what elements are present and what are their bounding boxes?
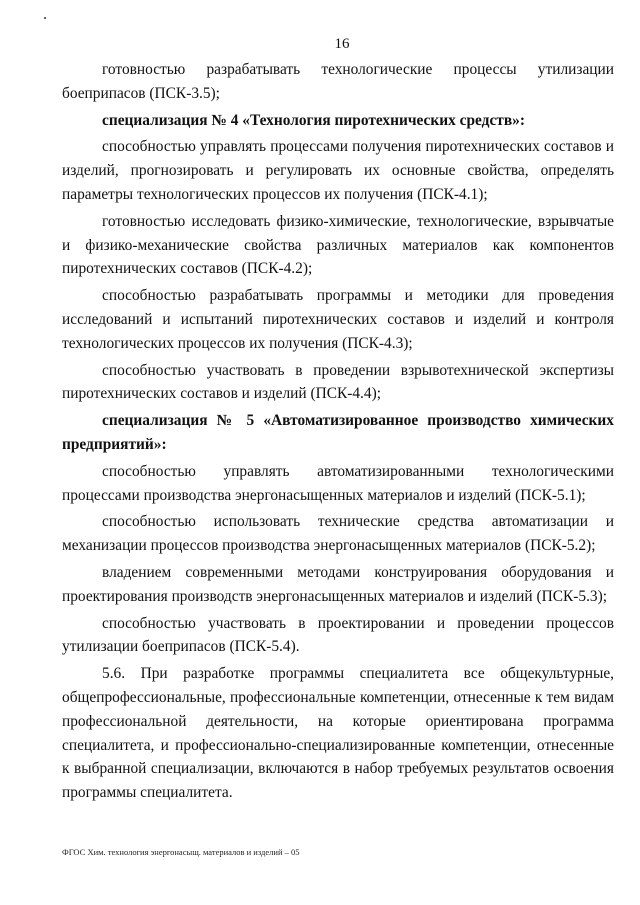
scan-speck bbox=[44, 17, 46, 19]
paragraph-psk-5-1: способностью управлять автоматизированными технологическими процессами производства энергонасыщенных материалов и изделий (ПСК-5.1); bbox=[62, 462, 614, 504]
page-number: 16 bbox=[334, 36, 350, 52]
paragraph-psk-3-5: готовностью разрабатывать технологические процессы утилизации боеприпасов (ПСК-3.5); bbox=[62, 61, 614, 102]
paragraph-psk-5-3: владением современными методами конструирования оборудования и проектирования производств энергонасыщенных материалов и изделий (ПСК-5.3); bbox=[62, 563, 614, 605]
paragraph-5-6: 5.6. При разработке программы специалитета все общекультурные, общепрофессиональные, профессиональные компетенции, отнесенные к тем видам профессиональной деятельности, на которые ориентирована программа специалитета, и профессионально-специализированные компетенции, отнесенные к выбранной специализации, включаются в набор требуемых результатов освоения программы специалитета. bbox=[62, 665, 614, 802]
paragraph-psk-5-2: способностью использовать технические средства автоматизации и механизации процессов производства энергонасыщенных материалов (ПСК-5.2); bbox=[62, 513, 614, 555]
paragraph-psk-4-2: готовностью исследовать физико-химические, технологические, взрывчатые и физико-механические свойства различных материалов как компонентов пиротехнических составов (ПСК-4.2); bbox=[62, 212, 614, 278]
specialization-5-heading: специализация № 5 «Автоматизированное производство химических предприятий»: bbox=[62, 412, 614, 453]
footer-note: ФГОС Хим. технология энергонасыщ. материалов и изделий – 05 bbox=[62, 847, 300, 857]
page-body bbox=[62, 58, 614, 808]
paragraph-psk-5-4: способностью участвовать в проектировании и проведении процессов утилизации боеприпасов (ПСК-5.4). bbox=[62, 614, 614, 656]
specialization-4-heading: специализация № 4 «Технология пиротехнических средств»: bbox=[102, 111, 525, 129]
paragraph-psk-4-4: способностью участвовать в проведении взрывотехнической экспертизы пиротехнических составов и изделий (ПСК-4.4); bbox=[62, 361, 614, 403]
paragraph-psk-4-3: способностью разрабатывать программы и методики для проведения исследований и испытаний пиротехнических составов и изделий и контроля технологических процессов их получения (ПСК-4.3); bbox=[62, 287, 614, 352]
paragraph-psk-4-1: способностью управлять процессами получения пиротехнических составов и изделий, прогнозировать и регулировать их основные свойства, определять параметры технологических процессов их получения (ПСК-4.1); bbox=[62, 138, 614, 203]
